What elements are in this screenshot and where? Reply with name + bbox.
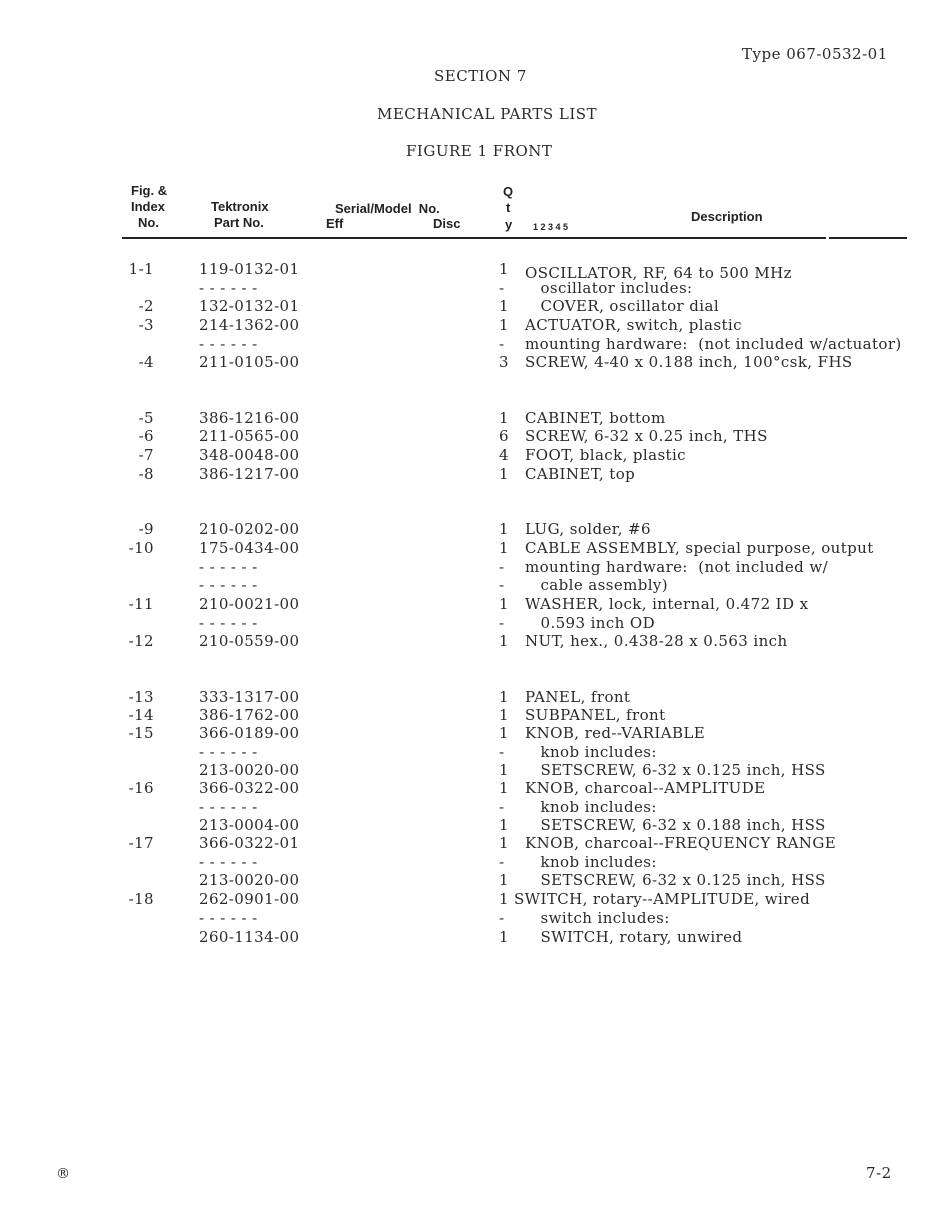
table-row (0, 446, 950, 464)
table-row (0, 871, 950, 889)
section-heading: SECTION 7 (434, 67, 527, 85)
part-number: 386-1217-00 (199, 465, 300, 483)
fig-index: -12 (128, 632, 154, 650)
table-row (0, 520, 950, 538)
fig-index: -10 (128, 539, 154, 557)
header-part-line1: Tektronix (211, 199, 269, 214)
description: oscillator includes: (525, 279, 693, 297)
quantity: - (499, 558, 505, 576)
quantity: 1 (499, 761, 509, 779)
table-row (0, 724, 950, 742)
quantity: 1 (499, 632, 509, 650)
description: CABINET, top (525, 465, 636, 483)
quantity: 1 (499, 316, 509, 334)
description: COVER, oscillator dial (525, 297, 720, 315)
table-row (0, 688, 950, 706)
quantity: 3 (499, 353, 509, 371)
quantity: - (499, 853, 505, 871)
description: SWITCH, rotary, unwired (525, 928, 743, 946)
table-row (0, 335, 950, 353)
quantity: 1 (499, 595, 509, 613)
description: NUT, hex., 0.438-28 x 0.563 inch (525, 632, 788, 650)
page-title: MECHANICAL PARTS LIST (377, 105, 598, 123)
fig-index: -8 (138, 465, 154, 483)
part-number: 210-0021-00 (199, 595, 300, 613)
table-row (0, 909, 950, 927)
header-part-line2: Part No. (214, 215, 264, 230)
part-number: 213-0004-00 (199, 816, 300, 834)
table-row (0, 779, 950, 797)
fig-index: -17 (128, 834, 154, 852)
part-number: 366-0322-01 (199, 834, 300, 852)
fig-index: -6 (138, 427, 154, 445)
header-description: Description (691, 209, 763, 224)
quantity: 1 (499, 871, 509, 889)
description: switch includes: (525, 909, 670, 927)
quantity: - (499, 576, 505, 594)
part-number: 262-0901-00 (199, 890, 300, 908)
table-row (0, 465, 950, 483)
description: CABLE ASSEMBLY, special purpose, output (525, 539, 874, 557)
document-type: Type 067-0532-01 (742, 45, 888, 63)
table-row (0, 614, 950, 632)
header-qty-q: Q (503, 184, 514, 199)
part-number: 260-1134-00 (199, 928, 300, 946)
fig-index: 1-1 (128, 260, 154, 278)
header-rule-right (829, 237, 907, 239)
part-number: - - - - - - (199, 798, 258, 816)
fig-index: -18 (128, 890, 154, 908)
quantity: - (499, 335, 505, 353)
part-number: 119-0132-01 (199, 260, 300, 278)
part-number: 132-0132-01 (199, 297, 300, 315)
quantity: 1 (499, 409, 509, 427)
part-number: 210-0202-00 (199, 520, 300, 538)
fig-index: -2 (138, 297, 154, 315)
fig-index: -7 (138, 446, 154, 464)
part-number: - - - - - - (199, 558, 258, 576)
part-number: - - - - - - (199, 279, 258, 297)
description: KNOB, red--VARIABLE (525, 724, 706, 742)
table-row (0, 595, 950, 613)
table-row (0, 816, 950, 834)
header-indent-numbers: 1 2 3 4 5 (533, 222, 569, 232)
header-fig-line3: No. (138, 215, 159, 230)
part-number: - - - - - - (199, 743, 258, 761)
part-number: - - - - - - (199, 853, 258, 871)
table-row (0, 761, 950, 779)
description: SWITCH, rotary--AMPLITUDE, wired (514, 890, 811, 908)
part-number: 348-0048-00 (199, 446, 300, 464)
fig-index: -3 (138, 316, 154, 334)
part-number: - - - - - - (199, 335, 258, 353)
fig-index: -5 (138, 409, 154, 427)
quantity: - (499, 909, 505, 927)
table-row (0, 316, 950, 334)
fig-index: -4 (138, 353, 154, 371)
quantity: 1 (499, 297, 509, 315)
description: LUG, solder, #6 (525, 520, 651, 538)
fig-index: -16 (128, 779, 154, 797)
description: FOOT, black, plastic (525, 446, 686, 464)
quantity: 1 (499, 520, 509, 538)
description: cable assembly) (525, 576, 669, 594)
part-number: 213-0020-00 (199, 761, 300, 779)
quantity: 4 (499, 446, 509, 464)
table-row (0, 798, 950, 816)
header-disc: Disc (433, 216, 461, 231)
description: SCREW, 4-40 x 0.188 inch, 100°csk, FHS (525, 353, 853, 371)
description: OSCILLATOR, RF, 64 to 500 MHz (525, 264, 792, 282)
quantity: 1 (499, 465, 509, 483)
header-fig-line2: Index (131, 199, 165, 214)
table-row (0, 706, 950, 724)
description: SETSCREW, 6-32 x 0.125 inch, HSS (525, 871, 826, 889)
table-row (0, 890, 950, 908)
part-number: 366-0189-00 (199, 724, 300, 742)
part-number: 214-1362-00 (199, 316, 300, 334)
table-row (0, 576, 950, 594)
table-row (0, 353, 950, 371)
description: SUBPANEL, front (525, 706, 666, 724)
part-number: 386-1762-00 (199, 706, 300, 724)
quantity: 1 (499, 539, 509, 557)
registered-mark: ® (56, 1166, 70, 1182)
part-number: 211-0565-00 (199, 427, 300, 445)
quantity: 1 (499, 834, 509, 852)
part-number: - - - - - - (199, 614, 258, 632)
quantity: 1 (499, 928, 509, 946)
table-row (0, 297, 950, 315)
header-serial: Serial/Model No. (335, 201, 440, 216)
table-row (0, 427, 950, 445)
page-number: 7-2 (866, 1164, 892, 1182)
fig-index: -11 (128, 595, 154, 613)
description: knob includes: (525, 853, 657, 871)
fig-index: -13 (128, 688, 154, 706)
part-number: 210-0559-00 (199, 632, 300, 650)
table-row (0, 409, 950, 427)
quantity: 6 (499, 427, 509, 445)
quantity: 1 (499, 706, 509, 724)
header-fig-line1: Fig. & (131, 183, 168, 198)
quantity: 1 (499, 260, 509, 278)
quantity: - (499, 743, 505, 761)
fig-index: -9 (138, 520, 154, 538)
header-rule (122, 237, 826, 239)
description: mounting hardware: (not included w/actuator) (525, 335, 902, 353)
description: mounting hardware: (not included w/ (525, 558, 829, 576)
description: CABINET, bottom (525, 409, 666, 427)
description: WASHER, lock, internal, 0.472 ID x (525, 595, 809, 613)
quantity: - (499, 614, 505, 632)
quantity: 1 (499, 816, 509, 834)
table-row (0, 279, 950, 297)
part-number: 175-0434-00 (199, 539, 300, 557)
table-row (0, 539, 950, 557)
quantity: - (499, 279, 505, 297)
table-row (0, 558, 950, 576)
part-number: 211-0105-00 (199, 353, 300, 371)
part-number: - - - - - - (199, 576, 258, 594)
description: PANEL, front (525, 688, 631, 706)
header-qty-t: t (506, 200, 511, 215)
description: KNOB, charcoal--FREQUENCY RANGE (525, 834, 837, 852)
description: 0.593 inch OD (525, 614, 656, 632)
part-number: 213-0020-00 (199, 871, 300, 889)
part-number: 386-1216-00 (199, 409, 300, 427)
part-number: - - - - - - (199, 909, 258, 927)
quantity: - (499, 798, 505, 816)
description: SETSCREW, 6-32 x 0.125 inch, HSS (525, 761, 826, 779)
fig-index: -14 (128, 706, 154, 724)
figure-heading: FIGURE 1 FRONT (406, 142, 553, 160)
quantity: 1 (499, 688, 509, 706)
table-row (0, 853, 950, 871)
table-row (0, 928, 950, 946)
description: knob includes: (525, 798, 657, 816)
part-number: 366-0322-00 (199, 779, 300, 797)
table-row (0, 743, 950, 761)
quantity: 1 (499, 890, 509, 908)
description: KNOB, charcoal--AMPLITUDE (525, 779, 766, 797)
quantity: 1 (499, 779, 509, 797)
table-row (0, 632, 950, 650)
header-eff: Eff (326, 216, 344, 231)
description: ACTUATOR, switch, plastic (525, 316, 742, 334)
description: SCREW, 6-32 x 0.25 inch, THS (525, 427, 768, 445)
fig-index: -15 (128, 724, 154, 742)
table-row (0, 260, 950, 282)
description: knob includes: (525, 743, 657, 761)
quantity: 1 (499, 724, 509, 742)
table-row (0, 834, 950, 852)
part-number: 333-1317-00 (199, 688, 300, 706)
header-qty-y: y (505, 217, 513, 232)
description: SETSCREW, 6-32 x 0.188 inch, HSS (525, 816, 826, 834)
